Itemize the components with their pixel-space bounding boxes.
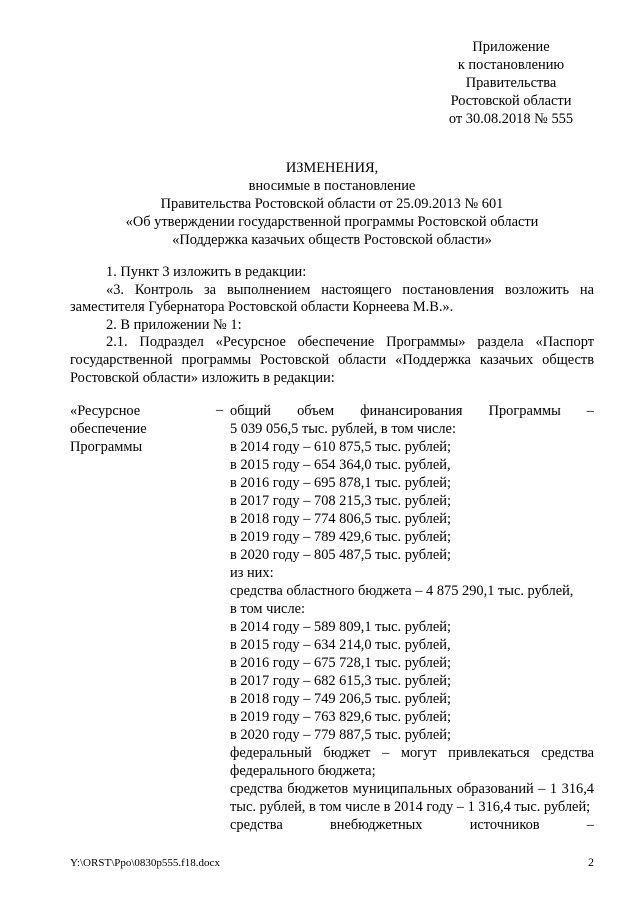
- title-line: Правительства Ростовской области от 25.09.2013 № 601: [160, 196, 504, 212]
- resource-line: в 2018 году – 749 206,5 тыс. рублей;: [230, 691, 451, 707]
- resource-label-line: Программы: [70, 439, 143, 455]
- approval-line: Приложение: [472, 39, 550, 55]
- resource-line: общий объем финансирования Программы –: [230, 403, 594, 419]
- title-line: вносимые в постановление: [248, 178, 416, 194]
- resource-line: в 2018 году – 774 806,5 тыс. рублей;: [230, 511, 451, 527]
- approval-line: Ростовской области: [450, 93, 572, 109]
- resource-extra: средства внебюджетных источников –: [230, 817, 594, 833]
- paragraph-1: 1. Пункт 3 изложить в редакции:: [106, 264, 307, 280]
- resource-municipal: средства бюджетов муниципальных образований – 1 316,4 тыс. рублей, в том числе в 2014 году – 1 316,4 тыс. рублей;: [230, 781, 594, 815]
- document-body: [70, 264, 594, 387]
- title-line: «Об утверждении государственной программы Ростовской области: [125, 214, 539, 230]
- resource-line: в том числе:: [230, 601, 306, 617]
- resource-line: в 2014 году – 589 809,1 тыс. рублей;: [230, 619, 451, 635]
- resource-label-line: «Ресурсное: [70, 403, 141, 419]
- resource-label-line: обеспечение: [70, 421, 147, 437]
- resource-line: 5 039 056,5 тыс. рублей, в том числе:: [230, 421, 456, 437]
- resource-line: в 2019 году – 763 829,6 тыс. рублей;: [230, 709, 451, 725]
- resource-line: в 2014 году – 610 875,5 тыс. рублей;: [230, 439, 451, 455]
- resource-line: в 2015 году – 654 364,0 тыс. рублей,: [230, 457, 451, 473]
- resource-line: в 2016 году – 695 878,1 тыс. рублей;: [230, 475, 451, 491]
- resource-line: в 2020 году – 805 487,5 тыс. рублей;: [230, 547, 451, 563]
- document-title: [70, 159, 594, 249]
- resource-line: средства областного бюджета – 4 875 290,1 тыс. рублей,: [230, 583, 574, 599]
- title-heading: ИЗМЕНЕНИЯ,: [285, 160, 379, 176]
- resource-line: в 2017 году – 682 615,3 тыс. рублей;: [230, 673, 451, 689]
- page-number: 2: [588, 855, 594, 869]
- approval-line: от 30.08.2018 № 555: [448, 111, 574, 127]
- resource-federal: федеральный бюджет – могут привлекаться средства федерального бюджета;: [230, 745, 594, 779]
- resource-line: в 2020 году – 779 887,5 тыс. рублей;: [230, 727, 451, 743]
- approval-line: к постановлению: [457, 57, 565, 73]
- approval-line: Правительства: [465, 75, 557, 91]
- paragraph-3: 2. В приложении № 1:: [106, 316, 242, 333]
- paragraph-2: «3. Контроль за выполнением настоящего постановления возложить на заместителя Губернатора Ростовской области Корнеева М.В.».: [70, 281, 594, 316]
- resource-line: в 2015 году – 634 214,0 тыс. рублей,: [230, 637, 451, 653]
- resource-line: в 2017 году – 708 215,3 тыс. рублей;: [230, 493, 451, 509]
- resource-line: в 2016 году – 675 728,1 тыс. рублей;: [230, 655, 451, 671]
- resource-dash: –: [216, 402, 224, 418]
- title-line: «Поддержка казачьих обществ Ростовской области»: [172, 232, 492, 248]
- resource-line: из них:: [230, 565, 274, 581]
- resource-values: [230, 402, 594, 834]
- resource-line: в 2019 году – 789 429,6 тыс. рублей;: [230, 529, 451, 545]
- approval-stamp: [420, 38, 602, 128]
- paragraph-4: 2.1. Подраздел «Ресурсное обеспечение Программы» раздела «Паспорт государственной программы Ростовской области «Поддержка казачьих обществ Ростовской области» изложить в редакции:: [70, 334, 594, 386]
- resource-label: [70, 402, 220, 456]
- footer-file-path: Y:\ORST\Ppo\0830p555.f18.docx: [70, 857, 220, 869]
